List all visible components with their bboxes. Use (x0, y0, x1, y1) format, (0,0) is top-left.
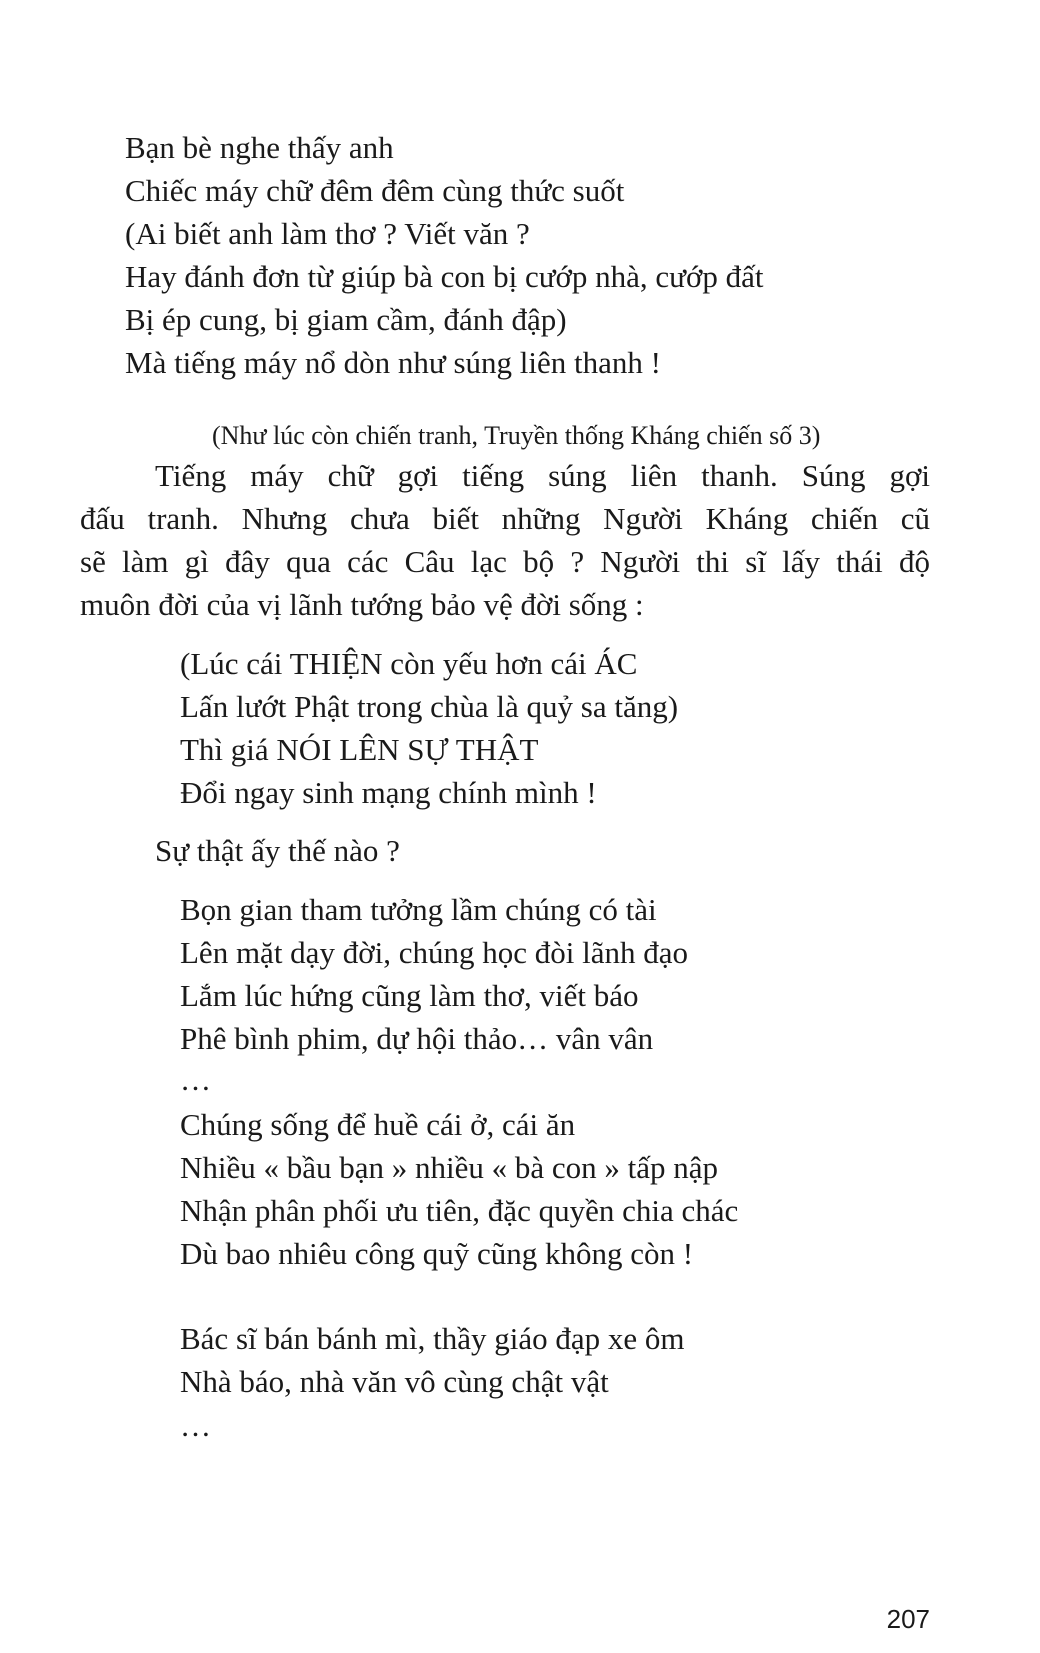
poem-line: Lắm lúc hứng cũng làm thơ, viết báo (180, 978, 639, 1013)
prose-line: sẽ làm gì đây qua các Câu lạc bộ ? Người thi sĩ lấy thái độ (80, 544, 930, 579)
poem-line: Nhận phân phối ưu tiên, đặc quyền chia chác (180, 1193, 739, 1228)
ellipsis-line: … (180, 1062, 211, 1097)
poem-line: Nhiều « bầu bạn » nhiều « bà con » tấp nập (180, 1150, 719, 1185)
source-caption: (Như lúc còn chiến tranh, Truyền thống Kháng chiến số 3) (212, 421, 821, 450)
poem-line: Lấn lướt Phật trong chùa là quỷ sa tăng) (180, 689, 679, 724)
poem-line: Phê bình phim, dự hội thảo… vân vân (180, 1021, 654, 1056)
poem-line: Đổi ngay sinh mạng chính mình ! (180, 775, 597, 810)
page-number: 207 (886, 1604, 930, 1634)
prose-paragraph-2: Sự thật ấy thế nào ? (155, 833, 400, 868)
poem-line: Chiếc máy chữ đêm đêm cùng thức suốt (125, 173, 625, 208)
poem-line: Mà tiếng máy nổ dòn như súng liên thanh ! (125, 345, 661, 380)
poem-line: (Ai biết anh làm thơ ? Viết văn ? (125, 216, 530, 251)
poem-line: Bác sĩ bán bánh mì, thầy giáo đạp xe ôm (180, 1321, 685, 1356)
poem-line: (Lúc cái THIỆN còn yếu hơn cái ÁC (180, 646, 638, 681)
poem-line: Dù bao nhiêu công quỹ cũng không còn ! (180, 1236, 694, 1271)
prose-line: đấu tranh. Nhưng chưa biết những Người Kháng chiến cũ (80, 501, 930, 536)
poem-line: Bọn gian tham tưởng lầm chúng có tài (180, 892, 657, 927)
poem-line: Hay đánh đơn từ giúp bà con bị cướp nhà, cướp đất (125, 259, 764, 294)
prose-line: muôn đời của vị lãnh tướng bảo vệ đời sống : (80, 587, 644, 622)
poem-line: Thì giá NÓI LÊN SỰ THẬT (180, 732, 539, 767)
ellipsis-line: … (180, 1408, 211, 1443)
poem-line: Lên mặt dạy đời, chúng học đòi lãnh đạo (180, 935, 688, 970)
poem-line: Bị ép cung, bị giam cầm, đánh đập) (125, 302, 567, 337)
poem-line: Nhà báo, nhà văn vô cùng chật vật (180, 1364, 609, 1399)
poem-line: Chúng sống để huề cái ở, cái ăn (180, 1107, 576, 1142)
poem-line: Bạn bè nghe thấy anh (125, 130, 394, 165)
prose-line: Tiếng máy chữ gợi tiếng súng liên thanh. Súng gợi (155, 458, 930, 493)
